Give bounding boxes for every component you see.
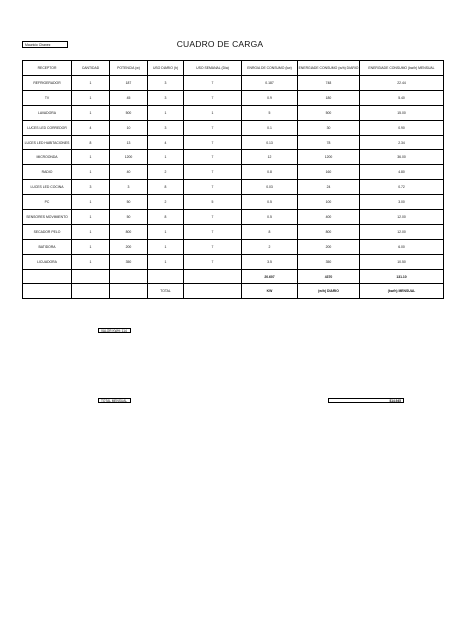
table-cell[interactable]: 1 [148, 224, 184, 239]
table-cell[interactable]: 0.1 [242, 120, 298, 135]
kwh-value-field[interactable]: VALOR KWH: 114 [98, 328, 131, 333]
table-cell[interactable]: 8 [148, 180, 184, 195]
table-cell[interactable]: 7 [184, 180, 242, 195]
table-cell[interactable]: 7 [184, 210, 242, 225]
header-uso-diario: USO DIARIO (h) [148, 61, 184, 76]
table-cell[interactable]: 0.90 [360, 120, 444, 135]
table-cell[interactable]: BATIDORA [23, 239, 72, 254]
table-cell[interactable]: 12 [242, 150, 298, 165]
table-cell[interactable]: 1 [72, 224, 110, 239]
table-cell[interactable]: 3 [72, 180, 110, 195]
table-cell[interactable]: 1200 [298, 150, 360, 165]
total-monthly-cell[interactable]: 131.10 [360, 269, 444, 284]
table-row [23, 120, 444, 135]
table-cell[interactable]: 7 [184, 135, 242, 150]
table-cell[interactable]: 1 [148, 254, 184, 269]
name-field[interactable]: Mauricio Chanez [22, 41, 68, 48]
table-cell[interactable]: 3 [148, 90, 184, 105]
table-cell[interactable] [72, 284, 110, 299]
table-cell[interactable]: 2 [148, 195, 184, 210]
table-row [23, 239, 444, 254]
table-cell[interactable]: REFRIGERADOR [23, 76, 72, 91]
table-header-row [23, 61, 444, 76]
total-kw-cell[interactable]: 20.607 [242, 269, 298, 284]
table-cell[interactable]: 7 [184, 76, 242, 91]
table-cell[interactable]: 13 [110, 135, 148, 150]
table-cell[interactable]: 3.5 [242, 254, 298, 269]
table-cell[interactable] [110, 269, 148, 284]
table-cell[interactable]: 1 [148, 150, 184, 165]
table-cell[interactable] [110, 284, 148, 299]
table-cell[interactable]: 0.8 [242, 165, 298, 180]
table-cell[interactable]: RADIO [23, 165, 72, 180]
table-cell[interactable]: LUCES LED CORREDOR [23, 120, 72, 135]
table-cell[interactable]: 800 [110, 224, 148, 239]
table-cell[interactable]: 7 [184, 90, 242, 105]
table-cell[interactable]: 1200 [110, 150, 148, 165]
table-cell[interactable]: 5 [184, 195, 242, 210]
table-cell[interactable]: 200 [110, 239, 148, 254]
table-cell[interactable]: 8 [148, 210, 184, 225]
table-cell[interactable]: 30 [298, 120, 360, 135]
totals-row [23, 269, 444, 284]
table-cell[interactable]: 1 [148, 105, 184, 120]
table-cell[interactable]: 3.00 [360, 195, 444, 210]
table-cell[interactable]: 8 [242, 224, 298, 239]
table-cell[interactable]: LUCES LED HABITACIONES [23, 135, 72, 150]
total-label-cell[interactable]: TOTAL [148, 284, 184, 299]
table-row [23, 165, 444, 180]
table-cell[interactable]: 0.13 [242, 135, 298, 150]
table-cell[interactable]: 7 [184, 120, 242, 135]
table-cell[interactable]: 0.187 [242, 76, 298, 91]
table-row [23, 224, 444, 239]
page-title: CUADRO DE CARGA [176, 39, 264, 49]
table-row [23, 195, 444, 210]
table-cell[interactable]: 8 [72, 135, 110, 150]
table-cell[interactable] [72, 269, 110, 284]
header-receptor: RECEPTOR [23, 61, 72, 76]
units-row [23, 284, 444, 299]
table-cell[interactable]: 1 [72, 150, 110, 165]
table-cell[interactable]: 187 [110, 76, 148, 91]
table-cell[interactable] [23, 269, 72, 284]
table-cell[interactable]: LICUADORA [23, 254, 72, 269]
table-cell[interactable]: 15.00 [360, 105, 444, 120]
table-cell[interactable]: 0.9 [242, 90, 298, 105]
table-row [23, 180, 444, 195]
table-row [23, 135, 444, 150]
table-cell[interactable]: 24 [298, 180, 360, 195]
table-cell[interactable]: 50 [110, 195, 148, 210]
table-cell[interactable]: 50 [110, 210, 148, 225]
header-consumo-diario: ENERGIADE CONSUMO (w/h) DIARIO [298, 61, 360, 76]
table-cell[interactable]: 7 [184, 165, 242, 180]
table-cell[interactable]: 200 [298, 239, 360, 254]
table-cell[interactable]: 12.00 [360, 210, 444, 225]
table-cell[interactable]: 100 [298, 195, 360, 210]
table-cell[interactable]: 1 [184, 105, 242, 120]
table-cell[interactable]: 5 [242, 105, 298, 120]
table-cell[interactable]: 6.00 [360, 239, 444, 254]
table-row [23, 150, 444, 165]
table-cell[interactable]: 0.03 [242, 180, 298, 195]
table-cell[interactable]: 1 [72, 254, 110, 269]
table-cell[interactable]: LAVADORA [23, 105, 72, 120]
table-cell[interactable]: 748 [298, 76, 360, 91]
table-cell[interactable]: 45 [110, 90, 148, 105]
table-cell[interactable]: 800 [298, 224, 360, 239]
table-cell[interactable]: 5.40 [360, 90, 444, 105]
monthly-total-value[interactable]: $14,945 [328, 398, 404, 403]
table-cell[interactable]: 7 [184, 239, 242, 254]
table-cell[interactable]: 1 [148, 239, 184, 254]
table-cell[interactable]: 7 [184, 224, 242, 239]
header-consumo-mensual: ENERGIADE CONSUMO (kw/h) MENSUAL [360, 61, 444, 76]
table-cell[interactable]: 3 [110, 180, 148, 195]
load-table [22, 60, 444, 299]
header-potencia: POTENCIA (w) [110, 61, 148, 76]
table-cell[interactable]: 10.50 [360, 254, 444, 269]
table-cell[interactable] [23, 284, 72, 299]
table-cell[interactable]: 7 [184, 254, 242, 269]
header-uso-semanal: USO SEMANAL (Dia) [184, 61, 242, 76]
table-cell[interactable]: 2 [242, 239, 298, 254]
table-cell[interactable]: 40 [110, 165, 148, 180]
table-row [23, 76, 444, 91]
table-cell[interactable]: 1 [72, 195, 110, 210]
table-cell[interactable]: 3 [148, 120, 184, 135]
table-cell[interactable]: 0.5 [242, 195, 298, 210]
table-cell[interactable]: 350 [110, 254, 148, 269]
table-cell[interactable]: 78 [298, 135, 360, 150]
table-cell[interactable]: 7 [184, 150, 242, 165]
total-daily-cell[interactable]: 4370 [298, 269, 360, 284]
header-energia-consumo: ENRGIA DE CONSUMO (kw) [242, 61, 298, 76]
table-cell[interactable]: 1 [72, 165, 110, 180]
table-row [23, 105, 444, 120]
table-cell[interactable] [184, 269, 242, 284]
table-cell[interactable]: 1 [72, 239, 110, 254]
table-cell[interactable]: 4 [72, 120, 110, 135]
table-cell[interactable]: 10 [110, 120, 148, 135]
header-cantidad: CANTIDAD [72, 61, 110, 76]
table-cell[interactable]: 36.00 [360, 150, 444, 165]
table-cell[interactable]: 1 [72, 76, 110, 91]
table-row [23, 90, 444, 105]
table-cell[interactable]: 4 [148, 135, 184, 150]
table-cell[interactable]: 1 [72, 90, 110, 105]
table-cell[interactable]: PC [23, 195, 72, 210]
table-cell[interactable]: 0.72 [360, 180, 444, 195]
table-cell[interactable] [184, 284, 242, 299]
table-cell[interactable]: 12.00 [360, 224, 444, 239]
table-cell[interactable]: 500 [298, 105, 360, 120]
table-cell[interactable]: 350 [298, 254, 360, 269]
table-cell[interactable]: 4.80 [360, 165, 444, 180]
table-cell[interactable]: SENSORES MOVIMIENTO [23, 210, 72, 225]
table-cell[interactable]: 500 [110, 105, 148, 120]
table-cell[interactable]: 3 [148, 76, 184, 91]
table-cell[interactable]: LUCES LED COCINA [23, 180, 72, 195]
table-cell[interactable]: TV [23, 90, 72, 105]
table-cell[interactable]: 0.5 [242, 210, 298, 225]
table-cell[interactable]: 180 [298, 90, 360, 105]
unit-daily-cell[interactable]: (w/h) DIARIO [298, 284, 360, 299]
table-cell[interactable] [148, 269, 184, 284]
table-cell[interactable]: 1 [72, 210, 110, 225]
table-row [23, 210, 444, 225]
unit-monthly-cell[interactable]: (kw/h) MENSUAL [360, 284, 444, 299]
table-cell[interactable]: MICROONDA [23, 150, 72, 165]
table-cell[interactable]: 2.34 [360, 135, 444, 150]
table-cell[interactable]: 160 [298, 165, 360, 180]
table-cell[interactable]: 2 [148, 165, 184, 180]
table-row [23, 254, 444, 269]
table-cell[interactable]: SECADOR PELO [23, 224, 72, 239]
unit-kw-cell[interactable]: KW [242, 284, 298, 299]
table-cell[interactable]: 1 [72, 105, 110, 120]
table-cell[interactable]: 400 [298, 210, 360, 225]
monthly-total-label: TOTAL MENSUAL [98, 398, 131, 403]
table-cell[interactable]: 22.44 [360, 76, 444, 91]
